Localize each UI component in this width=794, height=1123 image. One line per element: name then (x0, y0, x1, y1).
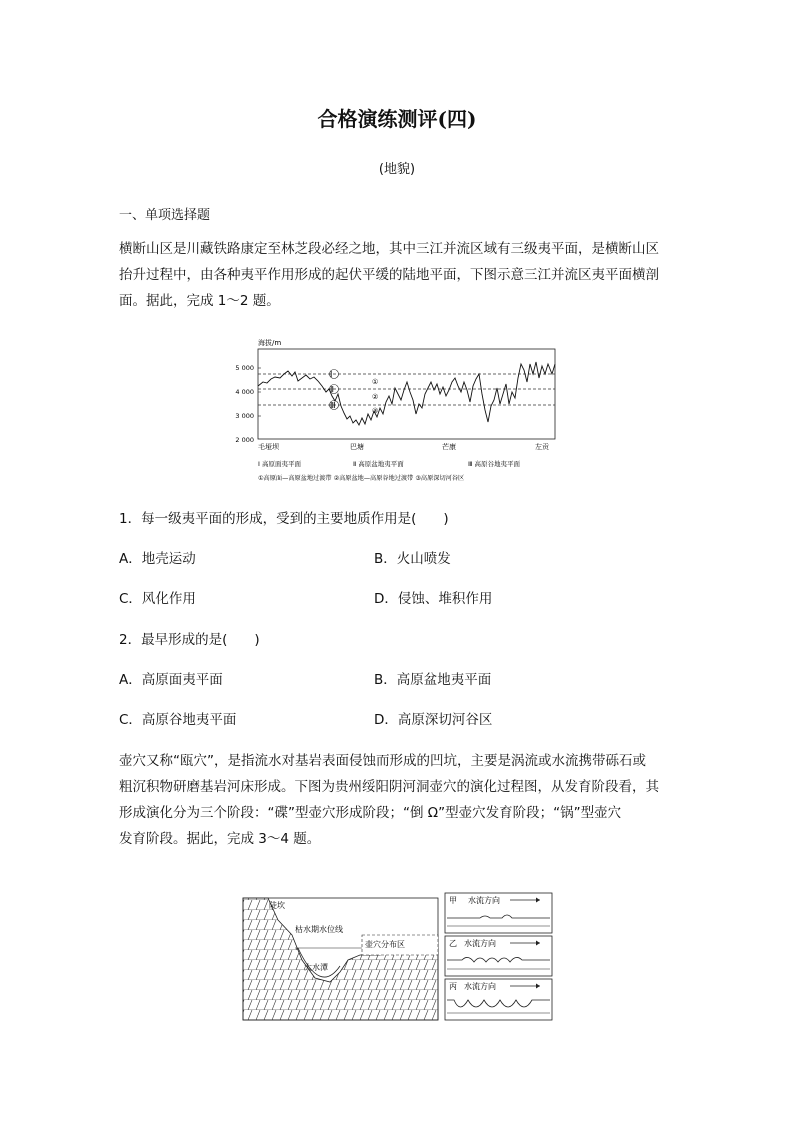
q1-option-d[interactable]: D．侵蚀、堆积作用 (374, 591, 493, 607)
label-waterline: 枯水期水位线 (295, 925, 343, 934)
q2-option-c[interactable]: C．高原谷地夷平面 (119, 712, 237, 728)
y-axis-title: 海拔/m (258, 339, 282, 347)
legend-row: ①高原面—高原盆地过渡带 ②高原盆地—高原谷地过渡带 ③高原深切河谷区 (258, 475, 465, 482)
zone-mark: ② (372, 393, 379, 401)
q2-option-b[interactable]: B．高原盆地夷平面 (374, 672, 492, 688)
q2-option-a[interactable]: A．高原面夷平面 (119, 672, 223, 688)
label-pothole-zone: 壶穴分布区 (365, 940, 405, 949)
section-heading: 一、单项选择题 (119, 208, 211, 223)
passage-2-line: 发育阶段。据此，完成 3～4 题。 (119, 831, 321, 847)
passage-1-line: 面。据此，完成 1～2 题。 (119, 293, 280, 309)
x-label: 巴塘 (350, 443, 364, 451)
x-label: 毛垭坝 (258, 443, 279, 451)
legend-item: Ⅱ 高原盆地夷平面 (353, 460, 404, 468)
q1-option-c[interactable]: C．风化作用 (119, 591, 196, 607)
passage-2 (119, 748, 679, 852)
stage-tag: 乙 (449, 939, 457, 948)
zone-mark: ③ (372, 407, 379, 415)
question-2-stem: 2．最早形成的是( ) (119, 632, 260, 648)
level-mark: Ⅲ (330, 401, 336, 410)
stage-panel-bing (445, 979, 552, 1020)
q2-option-d[interactable]: D．高原深切河谷区 (374, 712, 493, 728)
label-cliff: 陡坎 (269, 901, 285, 910)
passage-1 (119, 236, 679, 314)
stage-tag: 甲 (449, 896, 457, 905)
passage-2-line: 粗沉积物研磨基岩河床形成。下图为贵州绥阳阴河洞壶穴的演化过程图，从发育阶段看，其 (119, 779, 659, 795)
planation-surface-profile-figure (230, 334, 570, 486)
y-tick-label: 2 000 (235, 436, 254, 444)
flow-direction-label: 水流方向 (464, 939, 496, 948)
page-title: 合格演练测评(四) (317, 107, 477, 131)
y-tick-label: 5 000 (235, 364, 254, 372)
question-1-stem: 1．每一级夷平面的形成，受到的主要地质作用是( ) (119, 511, 449, 527)
passage-2-line: 壶穴又称“瓯穴”，是指流水对基岩表面侵蚀而形成的凹坑，主要是涡流或水流携带砾石或 (119, 753, 646, 769)
x-label: 芒康 (442, 443, 456, 451)
riverbed-cross-section (243, 898, 438, 1020)
level-mark: Ⅱ (330, 385, 334, 394)
level-mark: Ⅰ (330, 370, 333, 379)
label-pool: 大水潭 (304, 963, 328, 972)
plot-frame (258, 349, 555, 439)
x-label: 左贡 (535, 443, 549, 451)
page-subtitle: (地貌) (378, 162, 416, 177)
y-tick-label: 3 000 (235, 412, 254, 420)
stage-panel-yi (445, 936, 552, 976)
q1-option-a[interactable]: A．地壳运动 (119, 551, 196, 567)
q1-option-b[interactable]: B．火山喷发 (374, 551, 451, 567)
flow-direction-label: 水流方向 (464, 982, 496, 991)
zone-mark: ① (372, 378, 379, 386)
stage-tag: 丙 (449, 982, 457, 991)
flow-direction-label: 水流方向 (468, 896, 500, 905)
passage-2-line: 形成演化分为三个阶段：“碟”型壶穴形成阶段；“倒 Ω”型壶穴发育阶段；“锅”型壶穴 (119, 805, 622, 821)
legend-item: Ⅲ 高原谷地夷平面 (468, 460, 521, 468)
legend-item: Ⅰ 高原面夷平面 (258, 460, 301, 468)
y-tick-label: 4 000 (235, 388, 254, 396)
passage-1-line: 横断山区是川藏铁路康定至林芝段必经之地，其中三江并流区域有三级夷平面，是横断山区 (119, 241, 659, 257)
pothole-evolution-figure (240, 890, 555, 1025)
passage-1-line: 抬升过程中，由各种夷平作用形成的起伏平缓的陆地平面，下图示意三江并流区夷平面横剖 (119, 267, 659, 283)
terrain-profile-line (258, 362, 555, 425)
stage-panel-jia (445, 893, 552, 933)
